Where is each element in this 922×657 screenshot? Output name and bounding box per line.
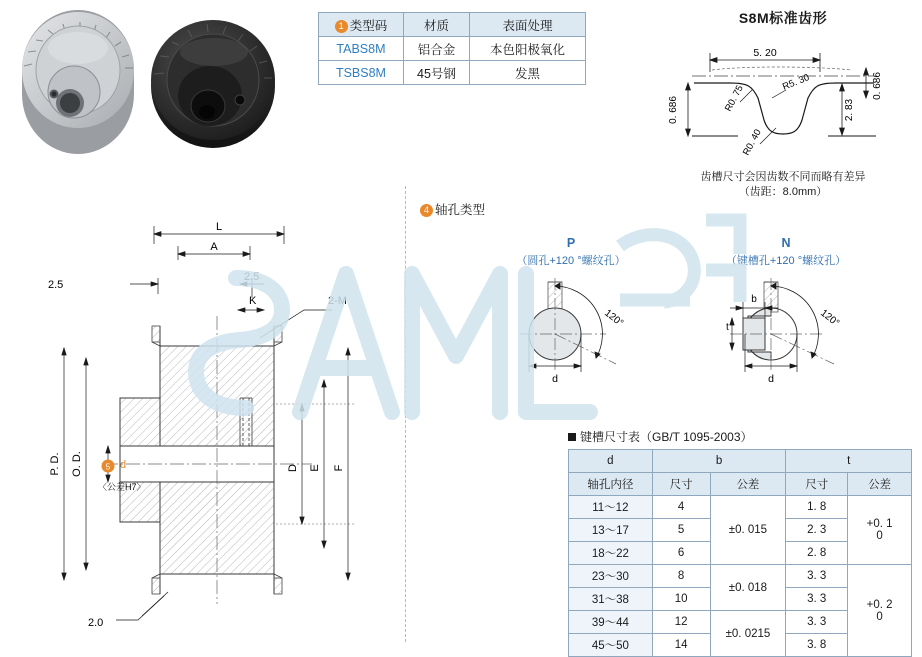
tooth-profile-block bbox=[652, 8, 914, 196]
cell-b: 4 bbox=[652, 496, 710, 519]
label-tolerance-h7: 〈公差H7〉 bbox=[98, 482, 146, 492]
dim-bottom-20: 2.0 bbox=[88, 617, 104, 629]
dim-left-25: 2.5 bbox=[48, 279, 64, 291]
dim-left-vert: 0. 686 bbox=[668, 96, 679, 124]
bore-code-P: P bbox=[566, 236, 576, 250]
cell-b-tolerance: ±0. 015 bbox=[710, 496, 786, 565]
bore-types-block bbox=[420, 200, 910, 410]
cell-finish: 发黑 bbox=[470, 61, 586, 85]
cell-b: 5 bbox=[652, 519, 710, 542]
subheader-bore-diameter: 轴孔内径 bbox=[569, 473, 653, 496]
cell-material: 铝合金 bbox=[403, 37, 469, 61]
header-t: t bbox=[786, 450, 912, 473]
table-row bbox=[319, 37, 586, 61]
keyway-table bbox=[568, 449, 912, 657]
dim-top-right: 0. 686 bbox=[872, 72, 883, 100]
cell-t: 2. 8 bbox=[786, 542, 848, 565]
subheader-t-tolerance: 公差 bbox=[848, 473, 912, 496]
marker-5: 5 bbox=[105, 461, 111, 472]
tooth-profile-drawing bbox=[652, 28, 914, 163]
cell-type-code: TABS8M bbox=[319, 37, 404, 61]
bore-d-label-P: d bbox=[552, 373, 558, 385]
bore-drawing-P bbox=[476, 268, 666, 388]
cell-type-code: TSBS8M bbox=[319, 61, 404, 85]
cell-t: 2. 3 bbox=[786, 519, 848, 542]
keyway-table-title: 键槽尺寸表（GB/T 1095-2003） bbox=[568, 428, 912, 445]
cell-t: 1. 8 bbox=[786, 496, 848, 519]
cell-t-tolerance: +0. 2 0 bbox=[848, 565, 912, 657]
subheader-b-tolerance: 公差 bbox=[710, 473, 786, 496]
dim-D: D bbox=[287, 464, 299, 472]
bore-d-label-N: d bbox=[768, 373, 774, 385]
table-row bbox=[319, 61, 586, 85]
header-type-code: 1 类型码 bbox=[319, 13, 404, 37]
dim-r040: R0. 40 bbox=[740, 127, 764, 158]
cell-t-tolerance: +0. 1 0 bbox=[848, 496, 912, 565]
cell-b: 6 bbox=[652, 542, 710, 565]
cell-t: 3. 8 bbox=[786, 634, 848, 657]
cell-d: 39～44 bbox=[569, 611, 653, 634]
header-b: b bbox=[652, 450, 786, 473]
dim-PD: P. D. bbox=[49, 452, 61, 476]
cell-b-tolerance: ±0. 0215 bbox=[710, 611, 786, 657]
table-row bbox=[569, 496, 912, 519]
tooth-profile-title: S8M标准齿形 bbox=[738, 10, 828, 26]
bore-type-P bbox=[476, 236, 666, 393]
dim-pitch: 5. 20 bbox=[753, 47, 777, 59]
table-header-row bbox=[319, 13, 586, 37]
dim-h283: 2. 83 bbox=[844, 98, 855, 122]
cell-d: 13～17 bbox=[569, 519, 653, 542]
dim-K: K bbox=[249, 295, 257, 307]
header-material: 材质 bbox=[403, 13, 469, 37]
pulley-photo-group bbox=[8, 8, 296, 166]
dim-L: L bbox=[215, 221, 223, 233]
header-d: d bbox=[569, 450, 653, 473]
bore-drawing-N bbox=[686, 268, 886, 388]
marker-1: 1 bbox=[335, 20, 348, 33]
dim-d-bore: d bbox=[120, 459, 127, 471]
bore-angle-P: 120° bbox=[602, 307, 626, 330]
bore-b-label-N: b bbox=[751, 294, 757, 305]
header-finish: 表面处理 bbox=[470, 13, 586, 37]
cell-d: 31～38 bbox=[569, 588, 653, 611]
keyway-table-block bbox=[568, 428, 912, 657]
cell-d: 23～30 bbox=[569, 565, 653, 588]
steel-pulley-photo bbox=[151, 20, 275, 148]
keyway-header-row bbox=[569, 450, 912, 473]
dim-E: E bbox=[309, 464, 321, 472]
cell-b: 10 bbox=[652, 588, 710, 611]
bore-types-heading: 4 轴孔类型 bbox=[420, 200, 910, 218]
bore-t-label-N: t bbox=[726, 322, 729, 333]
cell-t: 3. 3 bbox=[786, 611, 848, 634]
main-section-drawing bbox=[12, 198, 402, 648]
cell-t: 3. 3 bbox=[786, 588, 848, 611]
material-table bbox=[318, 12, 586, 85]
marker-4: 4 bbox=[420, 204, 433, 217]
dim-r530: R5. 30 bbox=[781, 72, 812, 93]
tooth-profile-note: 齿槽尺寸会因齿数不同而略有差异 （齿距：8.0mm） bbox=[700, 171, 866, 198]
cell-d: 45～50 bbox=[569, 634, 653, 657]
cell-material: 45号钢 bbox=[403, 61, 469, 85]
bore-desc-P: （圆孔+120 °螺纹孔） bbox=[516, 255, 626, 267]
cell-finish: 本色阳极氧化 bbox=[470, 37, 586, 61]
cell-b: 8 bbox=[652, 565, 710, 588]
subheader-b-size: 尺寸 bbox=[652, 473, 710, 496]
dim-OD: O. D. bbox=[71, 451, 83, 477]
dim-mid-25: 2.5 bbox=[244, 271, 260, 283]
cell-d: 18～22 bbox=[569, 542, 653, 565]
dim-A: A bbox=[210, 241, 218, 253]
bore-code-N: N bbox=[781, 236, 791, 250]
cell-b-tolerance: ±0. 018 bbox=[710, 565, 786, 611]
table-row bbox=[569, 565, 912, 588]
cell-t: 3. 3 bbox=[786, 565, 848, 588]
square-bullet-icon bbox=[568, 433, 576, 441]
label-2M: 2-M bbox=[328, 295, 347, 307]
subheader-t-size: 尺寸 bbox=[786, 473, 848, 496]
aluminum-pulley-photo bbox=[22, 10, 134, 154]
vertical-divider bbox=[405, 186, 406, 642]
cell-b: 14 bbox=[652, 634, 710, 657]
bore-angle-N: 120° bbox=[818, 307, 842, 330]
keyway-subheader-row bbox=[569, 473, 912, 496]
cell-b: 12 bbox=[652, 611, 710, 634]
bore-desc-N: （键槽孔+120 °螺纹孔） bbox=[725, 255, 847, 267]
cell-d: 11～12 bbox=[569, 496, 653, 519]
dim-r075: R0. 75 bbox=[722, 83, 746, 114]
dim-F: F bbox=[333, 464, 345, 472]
bore-type-N bbox=[686, 236, 886, 393]
product-photos bbox=[8, 8, 296, 166]
